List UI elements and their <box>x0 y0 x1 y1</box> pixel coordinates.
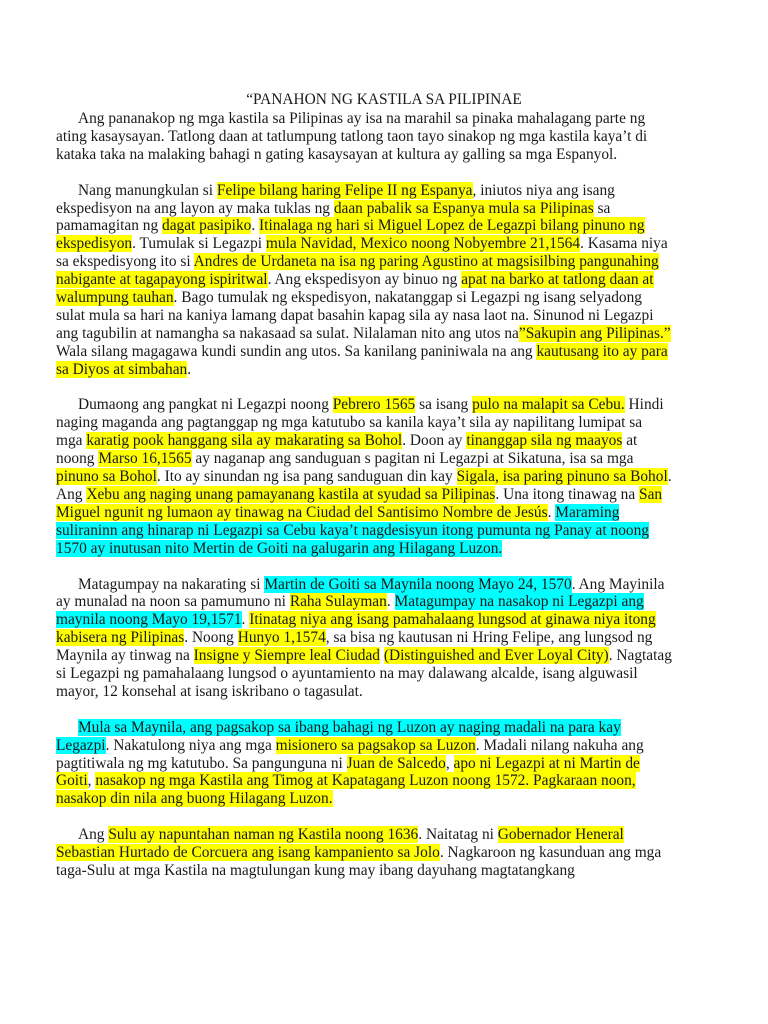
highlighted-text: karatig pook hanggang sila ay makarating sa Bohol <box>86 432 403 450</box>
highlighted-text: apo ni Legazpi at ni Martin de Goiti <box>56 754 640 790</box>
paragraph <box>56 182 672 379</box>
text-run: Ang pananakop ng mga kastila sa Pilipinas ay isa na marahil sa pinaka mahalagang parte ng ating kasaysayan. Tatlong daan at tatlumpung tatlong taon tayo sinakop ng mga kastila kaya’t di kataka taka na malaking bahagi n gating kasaysayan at kultura ay galling sa mga Espanyol. <box>56 110 648 163</box>
text-run: . <box>251 217 260 235</box>
text-run: . Noong <box>184 629 238 647</box>
highlighted-text: Itinatag niya ang isang pamahalaang lungsod at ginawa niya itong kabisera ng Pilipinas <box>56 611 656 647</box>
highlighted-text: mula Navidad, Mexico noong Nobyembre 21,1564 <box>265 235 581 253</box>
highlighted-text: Raha Sulayman <box>289 593 387 611</box>
highlighted-text: Marso 16,1565 <box>98 450 192 468</box>
text-run: . <box>187 360 192 378</box>
highlighted-text: (Distinguished and Ever Loyal City) <box>383 647 609 665</box>
text-run: sa isang <box>415 396 473 414</box>
highlighted-text: Xebu ang naging unang pamayanang kastila at syudad sa Pilipinas <box>86 486 496 503</box>
text-run: . Una itong tinawag na <box>495 486 640 503</box>
text-run: Hindi naging maganda ang pagtanggap ng mga katutubo sa kanila kaya’t sila ay napilitang lumipat sa mga <box>56 396 664 450</box>
highlighted-text: Itinalaga ng hari si Miguel Lopez de Legazpi bilang pinuno ng ekspedisyon <box>56 217 645 253</box>
text-run: . Nagtatag si Legazpi ng pamahalaang lungsod o ayuntamiento na may dalawang alcalde, isang alguwasil mayor, 12 konsehal at isang iskribano o tagasulat. <box>56 647 672 700</box>
highlighted-text: San Miguel ngunit ng lumaon ay tinawag na Ciudad del Santisimo Nombre de Jesús <box>56 486 663 521</box>
text-run: . Ito ay sinundan ng isa pang sanduguan din kay <box>156 468 457 486</box>
paragraph <box>56 719 672 809</box>
text-run: . Bago tumulak ng ekspedisyon, nakatanggap si Legazpi ng isang selyadong sulat mula sa hari na kaniya lamang dapat basahin kapag sila ay nasa laot na. Sinunod ni Legazpi ang tagubilin at namangha sa nakasaad sa sulat. Nilalaman nito ang utos na <box>56 289 654 342</box>
highlighted-text: apat na barko at tatlong daan at walumpung tauhan <box>56 271 654 307</box>
highlighted-text: Sulu ay napuntahan naman ng Kastila noong 1636 <box>108 826 419 844</box>
highlighted-text: Matagumpay na nasakop ni Legazpi ang maynila noong Mayo 19,1571 <box>56 593 644 629</box>
text-run: sa pamamagitan ng <box>56 199 611 235</box>
text-run: . Naitatag ni <box>418 826 498 844</box>
highlighted-text: Insigne y Siempre leal Ciudad <box>193 647 380 665</box>
highlighted-text: Andres de Urdaneta na isa ng paring Agustino at magsisilbing pangunahing nabigante at tagapayong ispiritwal <box>56 253 659 289</box>
document-body <box>56 110 672 880</box>
text-run: . Madali nilang nakuha ang pagtitiwala ng mg katutubo. Sa pangunguna ni <box>56 736 644 772</box>
highlighted-text: Juan de Salcedo <box>346 754 446 772</box>
text-run: Dumaong ang pangkat ni Legazpi noong <box>78 396 333 414</box>
highlighted-text: Sigala, isa paring pinuno sa Bohol <box>456 468 668 486</box>
document-title: “PANAHON NG KASTILA SA PILIPINAE <box>246 91 522 108</box>
text-run: . Kasama niya sa ekspedisyong ito si <box>56 235 668 271</box>
highlighted-text: Mula sa Maynila, ang pagsakop sa ibang bahagi ng Luzon ay naging madali na para kay Legazpi <box>56 718 621 754</box>
text-run: . Nakatulong niya ang mga <box>105 736 276 754</box>
text-run: . Doon ay <box>402 432 467 450</box>
highlighted-text: Gobernador Heneral Sebastian Hurtado de Corcuera ang isang kampaniento sa Jolo <box>56 826 624 862</box>
paragraph <box>56 576 672 701</box>
highlighted-text: dagat pasipiko <box>162 217 252 235</box>
highlighted-text: tinanggap sila ng maayos <box>466 432 623 450</box>
paragraph <box>56 826 672 880</box>
text-run: Matagumpay na nakarating si <box>78 575 265 593</box>
text-run: . Ang <box>56 468 672 503</box>
text-run: . <box>547 503 556 521</box>
highlighted-text: pulo na malapit sa Cebu. <box>472 396 625 414</box>
paragraph <box>56 110 672 164</box>
highlighted-text: Felipe bilang haring Felipe II ng Espanya <box>216 181 473 199</box>
text-run: . <box>386 593 395 611</box>
highlighted-text: nasakop ng mga Kastila ang Timog at Kapatagang Luzon noong 1572. Pagkaraan noon, nasakop din nila ang buong Hilagang Luzon. <box>56 772 636 808</box>
text-run: , <box>87 772 96 790</box>
highlighted-text: misionero sa pagsakop sa Luzon <box>275 736 476 754</box>
text-run: , sa bisa ng kautusan ni Hring Felipe, ang lungsod ng Maynila ay tinwag na <box>56 629 653 665</box>
text-run: , iniutos niya ang isang ekspedisyon na ang layon ay maka tuklas ng <box>56 181 615 217</box>
highlighted-text: Martin de Goiti sa Maynila noong Mayo 24, 1570 <box>264 575 572 593</box>
text-run: Wala silang magagawa kundi sundin ang utos. Sa kanilang paniniwala na ang <box>56 342 537 360</box>
highlighted-text: Pebrero 1565 <box>332 396 416 414</box>
text-run: Ang <box>78 826 109 844</box>
text-run: . <box>241 611 250 629</box>
text-run: ay naganap ang sanduguan s pagitan ni Legazpi at Sikatuna, isa sa mga <box>191 450 634 468</box>
highlighted-text: pinuno sa Bohol <box>56 468 157 486</box>
highlighted-text: Maraming suliraninn ang hinarap ni Legazpi sa Cebu kaya’t nagdesisyun itong pumunta ng Panay at noong 1570 ay inutusan nito Mertin de Goiti na galugarin ang Hilagang Luzon. <box>56 503 649 557</box>
paragraph <box>56 396 672 557</box>
text-run: , <box>445 754 454 772</box>
text-run: at noong <box>56 432 638 468</box>
highlighted-text: Hunyo 1,1574 <box>237 629 326 647</box>
text-run: . Tumulak si Legazpi <box>132 235 266 253</box>
text-run: Nang manungkulan si <box>78 181 217 199</box>
highlighted-text: daan pabalik sa Espanya mula sa Pilipinas <box>333 199 594 217</box>
text-run: . Nagkaroon ng kasunduan ang mga taga-Sulu at mga Kastila na magtulungan kung may ibang dayuhang magtatangkang <box>56 844 662 879</box>
highlighted-text: kautusang ito ay para sa Diyos at simbahan <box>56 342 668 378</box>
text-run: . Ang ekspedisyon ay binuo ng <box>267 271 462 289</box>
text-run: . Ang Mayinila ay munalad na noon sa pamumuno ni <box>56 575 665 611</box>
highlighted-text: ”Sakupin ang Pilipinas.” <box>518 324 671 342</box>
